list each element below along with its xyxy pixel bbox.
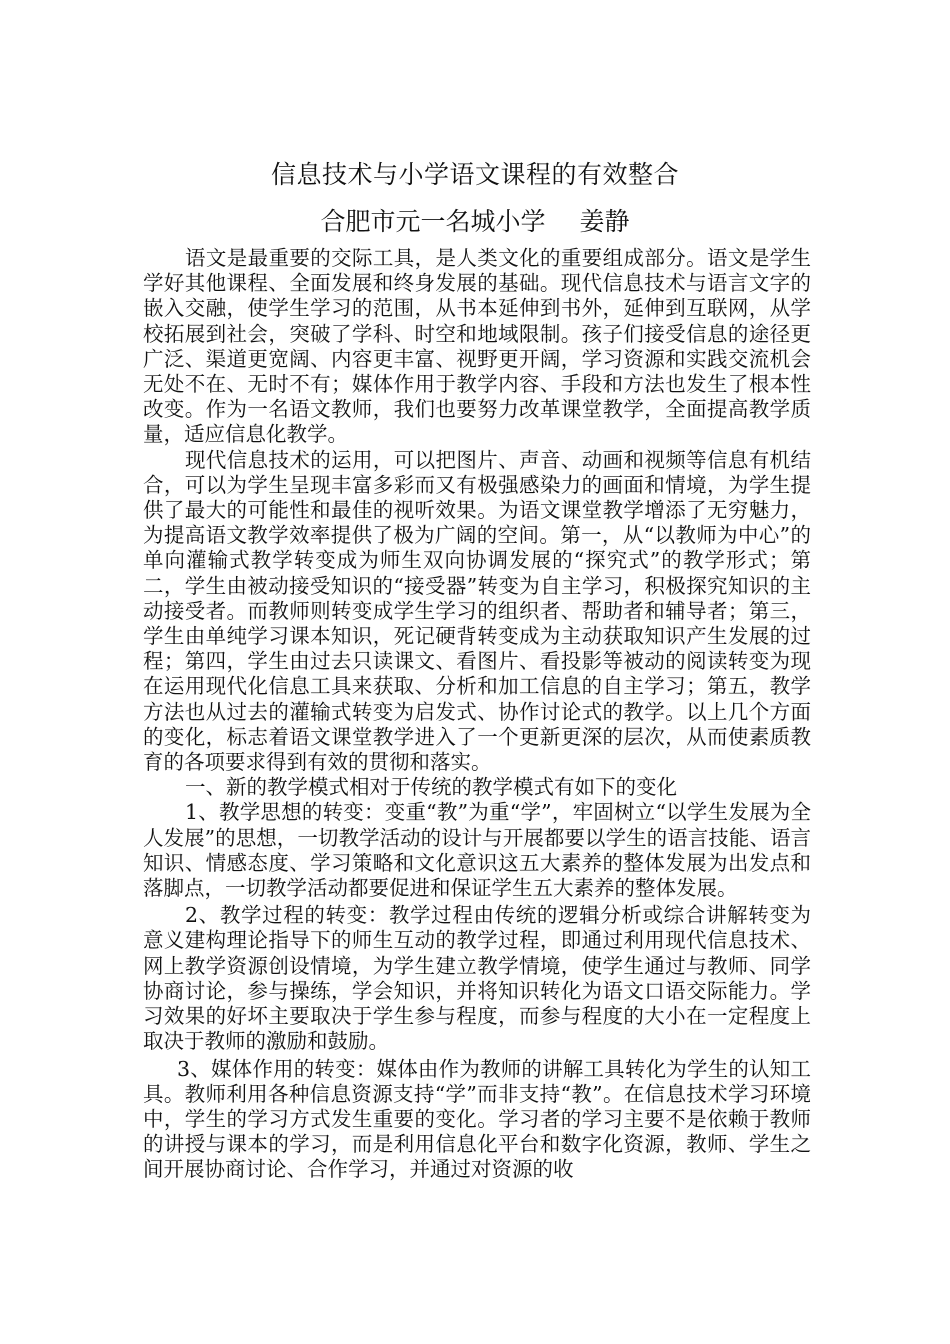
author-school: 合肥市元一名城小学 — [320, 207, 546, 236]
paragraph-point-1: 1、教学思想的转变：变重“教”为重“学”，牢固树立“以学生发展为全人发展”的思想，一切教学活动的设计与开展都要以学生的语言技能、语言知识、情感态度、学习策略和文化意识这五大素养的整体发展为出发点和落脚点，一切教学活动都要促进和保证学生五大素养的整体发展。 — [143, 800, 811, 901]
paragraph-technology: 现代信息技术的运用，可以把图片、声音、动画和视频等信息有机结合，可以为学生呈现丰富多彩而又有极强感染力的画面和情境，为学生提供了最大的可能性和最佳的视听效果。为语文课堂教学增添了无穷魅力，为提高语文教学效率提供了极为广阔的空间。第一，从“以教师为中心”的单向灌输式教学转变成为师生双向协调发展的“探究式”的教学形式；第二，学生由被动接受知识的“接受器”转变为自主学习，积极探究知识的主动接受者。而教师则转变成学生学习的组织者、帮助者和辅导者；第三，学生由单纯学习课本知识，死记硬背转变成为主动获取知识产生发展的过程；第四，学生由过去只读课文、看图片、看投影等被动的阅读转变为现在运用现代化信息工具来获取、分析和加工信息的自主学习；第五，教学方法也从过去的灌输式转变为启发式、协作讨论式的教学。以上几个方面的变化，标志着语文课堂教学进入了一个更新更深的层次，从而使素质教育的各项要求得到有效的贯彻和落实。 — [143, 447, 811, 775]
author-line — [0, 205, 950, 239]
paragraph-point-2: 2、教学过程的转变：教学过程由传统的逻辑分析或综合讲解转变为意义建构理论指导下的师生互动的教学过程，即通过利用现代信息技术、网上教学资源创设情境，为学生建立教学情境，使学生通过与教师、同学协商讨论，参与操练，学会知识，并将知识转化为语文口语交际能力。学习效果的好坏主要取决于学生参与程度，而参与程度的大小在一定程度上取决于教师的激励和鼓励。 — [143, 903, 811, 1054]
paragraph-point-3: 3、媒体作用的转变：媒体由作为教师的讲解工具转化为学生的认知工具。教师利用各种信息资源支持“学”而非支持“教”。在信息技术学习环境中，学生的学习方式发生重要的变化。学习者的学习主要不是依赖于教师的讲授与课本的学习，而是利用信息化平台和数字化资源，教师、学生之间开展协商讨论、合作学习，并通过对资源的收 — [143, 1056, 811, 1182]
paragraph-intro: 语文是最重要的交际工具，是人类文化的重要组成部分。语文是学生学好其他课程、全面发展和终身发展的基础。现代信息技术与语言文字的嵌入交融，使学生学习的范围，从书本延伸到书外，延伸到互联网，从学校拓展到社会，突破了学科、时空和地域限制。孩子们接受信息的途径更广泛、渠道更宽阔、内容更丰富、视野更开阔，学习资源和实践交流机会无处不在、无时不有；媒体作用于教学内容、手段和方法也发生了根本性改变。作为一名语文教师，我们也要努力改革课堂教学，全面提高教学质量，适应信息化教学。 — [143, 246, 811, 447]
section-heading-1: 一、新的教学模式相对于传统的教学模式有如下的变化 — [185, 775, 677, 800]
document-body — [143, 246, 811, 1183]
author-name: 姜静 — [579, 207, 630, 236]
document-title: 信息技术与小学语文课程的有效整合 — [270, 160, 679, 189]
